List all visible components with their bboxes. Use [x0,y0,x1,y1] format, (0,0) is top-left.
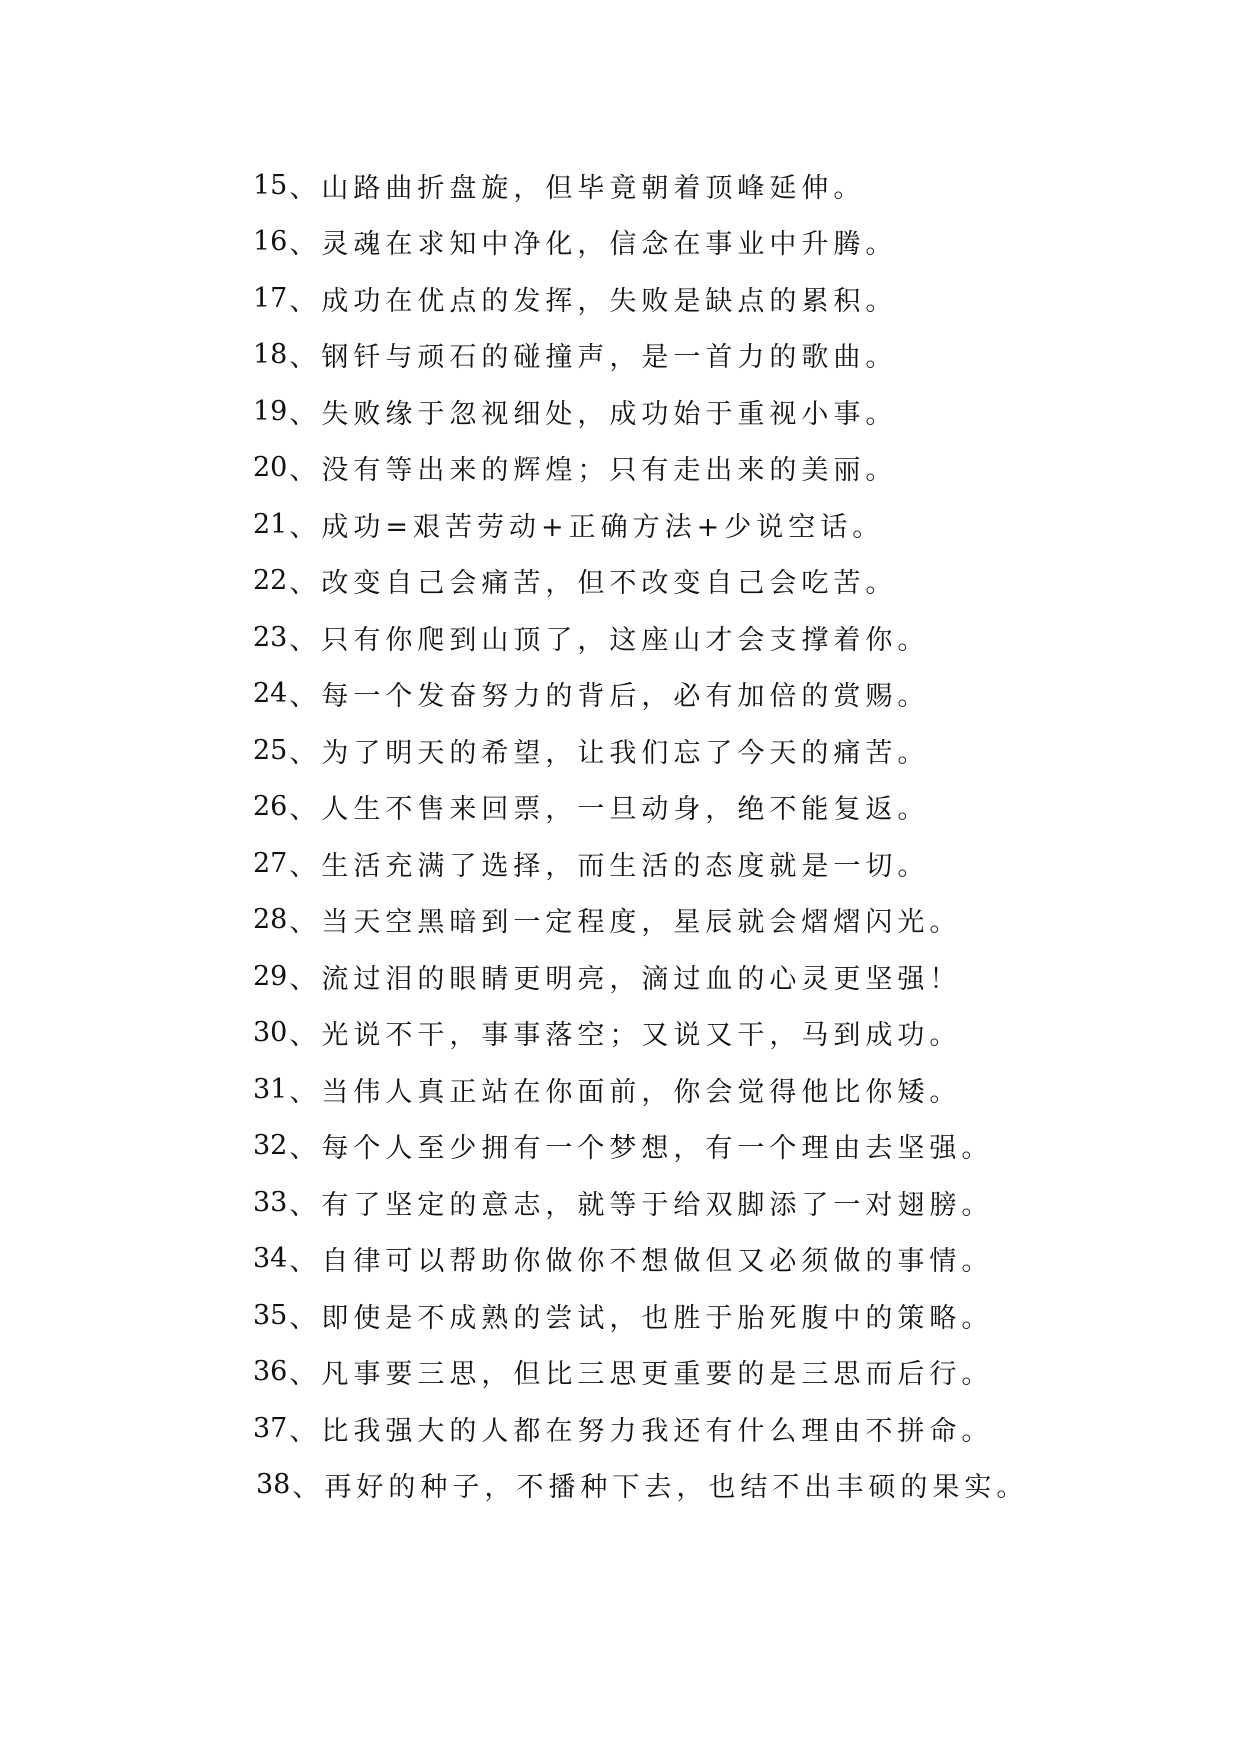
quote-text: 成功在优点的发挥，失败是缺点的累积。 [321,285,898,317]
quote-separator: 、 [289,398,322,430]
quote-line [253,1231,1153,1288]
quote-text: 成功=艰苦劳动+正确方法+少说空话。 [321,511,885,543]
quote-text: 每一个发奋努力的背后，必有加倍的赏赐。 [321,681,930,713]
quote-text: 当天空黑暗到一定程度，星辰就会熠熠闪光。 [321,907,962,939]
quote-number: 21 [253,508,288,540]
quote-text: 凡事要三思，但比三思更重要的是三思而后行。 [321,1359,994,1391]
quote-line [253,1061,1153,1118]
quote-separator: 、 [289,963,322,995]
quote-line [253,1118,1153,1175]
quote-separator: 、 [289,511,322,543]
quote-number: 24 [253,678,288,710]
quote-number: 23 [253,621,288,653]
quote-number: 17 [253,282,288,314]
quote-line [253,496,1153,553]
quote-number: 34 [253,1243,288,1275]
quote-line [253,948,1153,1005]
quote-text: 人生不售来回票，一旦动身，绝不能复返。 [321,794,930,826]
quote-text: 当伟人真正站在你面前，你会觉得他比你矮。 [321,1076,962,1108]
quote-text: 流过泪的眼睛更明亮，滴过血的心灵更坚强！ [321,963,962,995]
quote-line [253,1344,1153,1401]
quote-text: 失败缘于忽视细处，成功始于重视小事。 [321,398,898,430]
quote-separator: 、 [289,568,322,600]
quote-text: 灵魂在求知中净化，信念在事业中升腾。 [321,229,898,261]
quote-line [253,1005,1153,1062]
quote-line [253,1400,1153,1457]
quote-separator: 、 [289,794,322,826]
quote-separator: 、 [289,455,322,487]
quote-line [253,1174,1153,1231]
quote-text: 比我强大的人都在努力我还有什么理由不拼命。 [321,1415,994,1447]
quote-separator: 、 [289,1189,322,1221]
quote-number: 19 [253,395,288,427]
quote-line [253,270,1153,327]
quote-text: 每个人至少拥有一个梦想，有一个理由去坚强。 [321,1133,994,1165]
quote-text: 自律可以帮助你做你不想做但又必须做的事情。 [321,1246,994,1278]
quote-text: 为了明天的希望，让我们忘了今天的痛苦。 [321,737,930,769]
quote-separator: 、 [292,1472,325,1504]
quote-number: 33 [253,1186,288,1218]
quote-separator: 、 [289,1359,322,1391]
quote-number: 29 [253,960,288,992]
quote-separator: 、 [289,1020,322,1052]
quote-number: 36 [253,1356,288,1388]
quote-line [253,666,1153,723]
quote-line [253,327,1153,384]
quote-separator: 、 [289,342,322,374]
quote-number: 32 [253,1130,288,1162]
quote-number: 30 [253,1017,288,1049]
quote-line [253,157,1153,214]
quote-text: 即使是不成熟的尝试，也胜于胎死腹中的策略。 [321,1302,994,1334]
quote-number: 26 [253,791,288,823]
quote-number: 22 [253,565,288,597]
quote-line [253,1287,1153,1344]
quote-separator: 、 [289,850,322,882]
quote-separator: 、 [289,907,322,939]
quote-number: 27 [253,847,288,879]
quote-separator: 、 [289,1415,322,1447]
quote-number: 28 [253,904,288,936]
quote-separator: 、 [289,1076,322,1108]
quote-text: 改变自己会痛苦，但不改变自己会吃苦。 [321,568,898,600]
quote-line [253,553,1153,610]
quote-number: 18 [253,339,288,371]
quote-line [253,892,1153,949]
quote-line [253,383,1153,440]
quote-separator: 、 [289,681,322,713]
quote-line [253,835,1153,892]
quote-text: 钢钎与顽石的碰撞声，是一首力的歌曲。 [321,342,898,374]
quote-text: 只有你爬到山顶了，这座山才会支撑着你。 [321,624,930,656]
quote-separator: 、 [289,1133,322,1165]
quote-number: 38 [256,1469,291,1501]
quote-text: 山路曲折盘旋，但毕竟朝着顶峰延伸。 [321,172,866,204]
quote-number: 20 [253,452,288,484]
quote-line [253,1457,1153,1514]
quote-line [253,214,1153,271]
quote-text: 光说不干，事事落空；又说又干，马到成功。 [321,1020,962,1052]
quote-number: 37 [253,1412,288,1444]
quote-separator: 、 [289,229,322,261]
quote-number: 35 [253,1299,288,1331]
quote-list [253,157,1153,1513]
quote-separator: 、 [289,172,322,204]
quote-number: 25 [253,734,288,766]
quote-text: 有了坚定的意志，就等于给双脚添了一对翅膀。 [321,1189,994,1221]
quote-separator: 、 [289,624,322,656]
quote-line [253,609,1153,666]
quote-line [253,440,1153,497]
quote-separator: 、 [289,285,322,317]
quote-text: 没有等出来的辉煌；只有走出来的美丽。 [321,455,898,487]
quote-separator: 、 [289,737,322,769]
quote-separator: 、 [289,1302,322,1334]
quote-number: 15 [253,169,288,201]
quote-separator: 、 [289,1246,322,1278]
quote-line [253,779,1153,836]
quote-number: 16 [253,226,288,258]
quote-text: 生活充满了选择，而生活的态度就是一切。 [321,850,930,882]
quote-number: 31 [253,1073,288,1105]
quote-text: 再好的种子，不播种下去，也结不出丰硕的果实。 [324,1472,1029,1504]
quote-line [253,722,1153,779]
